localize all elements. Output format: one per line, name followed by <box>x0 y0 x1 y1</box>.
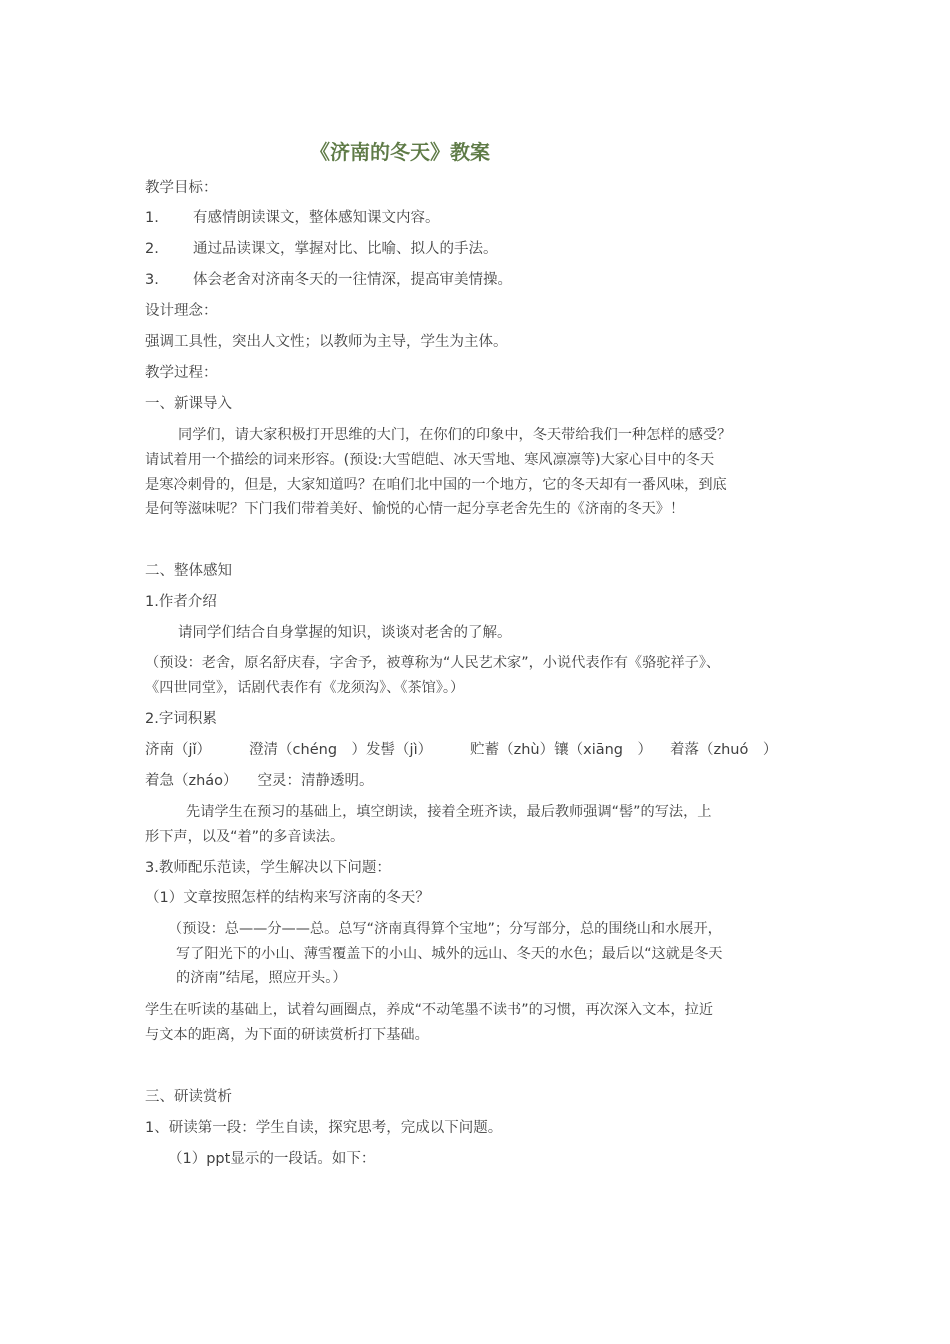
objective-number: 3. <box>145 272 159 288</box>
section3-heading: 三、研读赏析 <box>145 1089 232 1105</box>
concept-text: 强调工具性，突出人文性；以教师为主导，学生为主体。 <box>145 334 508 350</box>
vocab-item: 发髻（jì） <box>366 742 433 758</box>
section1-paragraph-line: 请试着用一个描绘的词来形容。(预设:大雪皑皑、冰天雪地、寒风凛凛等)大家心目中的冬天 <box>145 452 715 468</box>
objective-number: 2. <box>145 241 159 257</box>
vocab-item: 着急（zháo） <box>145 773 238 789</box>
question1-preset-line: （预设：总——分——总。总写“济南真得算个宝地”；分写部分，总的围绕山和水展开， <box>168 921 722 937</box>
objective-item <box>145 239 498 259</box>
section2-heading: 二、整体感知 <box>145 563 232 579</box>
section1-heading: 一、新课导入 <box>145 396 232 412</box>
vocab-item: 着落（zhuó ） <box>670 742 778 758</box>
vocab-item: 空灵：清静透明。 <box>257 773 374 789</box>
objective-text: 体会老舍对济南冬天的一往情深，提高审美情操。 <box>193 272 512 288</box>
author-prompt: 请同学们结合自身掌握的知识，谈谈对老舍的了解。 <box>178 625 512 641</box>
vocab-item: 济南（jǐ） <box>145 742 212 758</box>
section1-paragraph-line: 同学们，请大家积极打开思维的大门，在你们的印象中，冬天带给我们一种怎样的感受？ <box>178 427 732 443</box>
objectives-heading: 教学目标： <box>145 180 218 196</box>
reading-heading: 3.教师配乐范读，学生解决以下问题： <box>145 860 391 876</box>
author-preset-line: 《四世同堂》，话剧代表作有《龙须沟》、《茶馆》。） <box>145 680 465 696</box>
document-title: 《济南的冬天》教案 <box>310 140 490 164</box>
objective-item <box>145 208 440 228</box>
objective-item <box>145 270 512 290</box>
question1-preset-line: 的济南”结尾，照应开头。） <box>176 970 347 986</box>
process-heading: 教学过程： <box>145 365 218 381</box>
vocab-item: 镶（xiāng ） <box>554 742 652 758</box>
vocab-note-line: 先请学生在预习的基础上，填空朗读，接着全班齐读，最后教师强调“髻”的写法，上 <box>186 804 712 820</box>
vocab-note-line: 形下声，以及“着”的多音读法。 <box>145 829 345 845</box>
section3-item-1: 1、研读第一段：学生自读，探究思考，完成以下问题。 <box>145 1120 503 1136</box>
vocab-line <box>145 740 777 760</box>
vocab-heading: 2.字词积累 <box>145 711 217 727</box>
vocab-line <box>145 771 374 791</box>
question1-preset-line: 写了阳光下的小山、薄雪覆盖下的小山、城外的远山、冬天的水色；最后以“这就是冬天 <box>176 946 723 962</box>
section1-paragraph-line: 是寒冷刺骨的，但是，大家知道吗？在咱们北中国的一个地方，它的冬天却有一番风味，到底 <box>145 477 727 493</box>
section1-paragraph-line: 是何等滋味呢？下门我们带着美好、愉悦的心情一起分享老舍先生的《济南的冬天》！ <box>145 501 685 517</box>
objective-text: 有感情朗读课文，整体感知课文内容。 <box>193 210 440 226</box>
reading-note-line: 学生在听读的基础上，试着勾画圈点，养成“不动笔墨不读书”的习惯，再次深入文本，拉近 <box>145 1002 714 1018</box>
question-1: （1）文章按照怎样的结构来写济南的冬天？ <box>145 890 430 906</box>
author-preset-line: （预设：老舍，原名舒庆春，字舍予，被尊称为“人民艺术家”，小说代表作有《骆驼祥子》、 <box>145 655 721 671</box>
section3-item-1-sub: （1）ppt显示的一段话。如下： <box>168 1151 376 1167</box>
vocab-item: 贮蓄（zhù） <box>470 742 555 758</box>
concept-heading: 设计理念： <box>145 303 218 319</box>
objective-text: 通过品读课文，掌握对比、比喻、拟人的手法。 <box>193 241 498 257</box>
vocab-item: 澄清（chéng ） <box>249 742 367 758</box>
author-heading: 1.作者介绍 <box>145 594 217 610</box>
objective-number: 1. <box>145 210 159 226</box>
reading-note-line: 与文本的距离，为下面的研读赏析打下基础。 <box>145 1027 429 1043</box>
